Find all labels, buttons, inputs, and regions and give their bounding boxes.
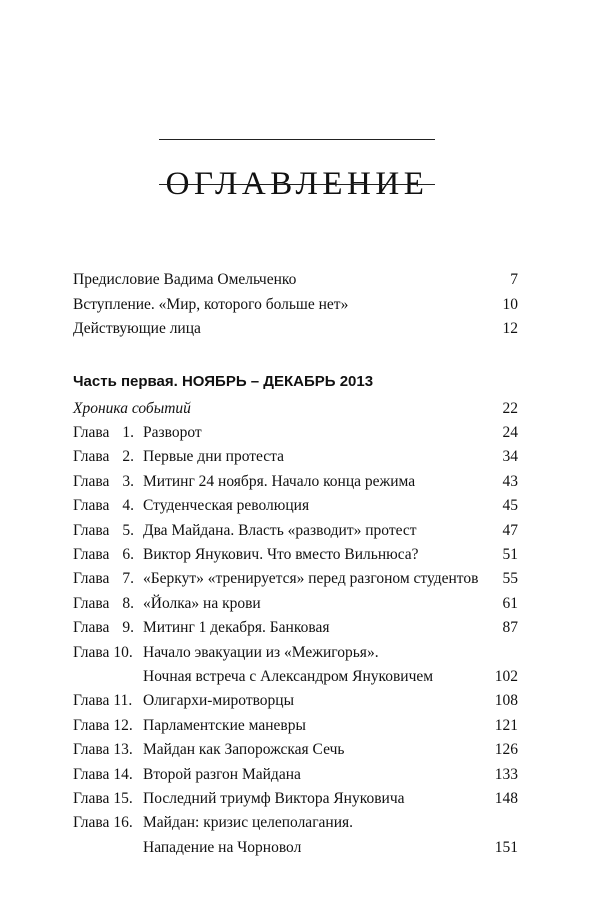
chapter-num: 7. xyxy=(122,570,135,588)
toc-entry-chapter-continuation xyxy=(143,836,518,860)
entry-page: 87 xyxy=(502,619,518,637)
entry-title: Виктор Янукович. Что вместо Вильнюса? xyxy=(143,546,419,563)
toc-entry-chapter xyxy=(73,616,518,640)
entry-title: Вступление. «Мир, которого больше нет» xyxy=(73,296,349,313)
chapter-word: Глава xyxy=(73,546,110,563)
chapter-number xyxy=(73,592,143,616)
entry-page: 121 xyxy=(494,716,518,734)
chapter-word: Глава xyxy=(73,692,110,710)
toc-entry-chapter xyxy=(73,519,518,543)
chapter-number xyxy=(73,567,143,591)
chapter-number xyxy=(73,543,143,567)
entry-page: 10 xyxy=(502,296,518,313)
entry-page: 102 xyxy=(494,668,518,685)
chapter-number xyxy=(73,738,143,762)
entry-page: 22 xyxy=(502,400,518,417)
toc-entry-chapter xyxy=(73,445,518,469)
chapter-number xyxy=(73,811,143,835)
toc-entry-characters xyxy=(73,317,518,341)
chapter-word: Глава xyxy=(73,716,110,734)
chapter-number xyxy=(73,714,143,738)
entry-page: 108 xyxy=(494,692,518,710)
chapter-num: 2. xyxy=(122,448,135,466)
chapter-num: 14. xyxy=(113,765,133,783)
chapter-word: Глава xyxy=(73,594,110,612)
chapter-num: 16. xyxy=(113,814,133,832)
chapter-num: 6. xyxy=(122,546,135,563)
entry-title: Последний триумф Виктора Януковича xyxy=(143,790,405,807)
chapter-num: 1. xyxy=(122,424,135,441)
chapter-word: Глава xyxy=(73,424,110,441)
entry-title: Парламентские маневры xyxy=(143,716,306,734)
page-title: ОГЛАВЛЕНИЕ xyxy=(165,166,429,203)
chapter-num: 9. xyxy=(122,619,135,637)
chapter-num: 4. xyxy=(122,497,135,515)
chapter-number xyxy=(73,787,143,811)
toc-entry-chapter xyxy=(73,763,518,787)
chapter-word: Глава xyxy=(73,765,110,783)
chapter-num: 5. xyxy=(122,521,135,539)
entry-page: 34 xyxy=(502,448,518,466)
entry-page: 151 xyxy=(494,838,518,856)
chapter-word: Глава xyxy=(73,619,110,637)
chapter-number xyxy=(73,616,143,640)
entry-title-continuation: Ночная встреча с Александром Януковичем xyxy=(143,668,434,685)
chapter-num: 10. xyxy=(113,643,133,661)
chapter-number xyxy=(73,470,143,494)
entry-title: Митинг 1 декабря. Банковая xyxy=(143,619,330,637)
toc-entry-chapter xyxy=(73,543,518,567)
entry-title: Второй разгон Майдана xyxy=(143,765,301,783)
chapter-word: Глава xyxy=(73,643,110,661)
entry-title: Митинг 24 ноября. Начало конца режима xyxy=(143,472,416,490)
chapter-num: 3. xyxy=(122,472,135,490)
chapter-word: Глава xyxy=(73,497,110,515)
entry-title: Предисловие Вадима Омельченко xyxy=(73,271,297,288)
chapter-word: Глава xyxy=(73,790,110,807)
chapter-num: 12. xyxy=(113,716,133,734)
entry-page: 148 xyxy=(494,790,518,807)
entry-title-continuation: Нападение на Чорновол xyxy=(143,838,302,856)
chapter-number xyxy=(73,445,143,469)
entry-page: 43 xyxy=(502,472,518,490)
chapter-num: 8. xyxy=(122,594,135,612)
chapter-number xyxy=(73,641,143,665)
entry-page: 24 xyxy=(502,424,518,441)
toc-entry-chapter xyxy=(73,738,518,762)
chapter-word: Глава xyxy=(73,741,110,759)
toc-entry-chapter xyxy=(73,470,518,494)
entry-page: 45 xyxy=(502,497,518,515)
title-rule-bottom xyxy=(159,184,435,185)
toc-entry-chapter xyxy=(73,689,518,713)
entry-title: Разворот xyxy=(143,424,202,441)
chapter-word: Глава xyxy=(73,448,110,466)
toc-entry-chapter xyxy=(73,787,518,811)
toc-entry-chapter xyxy=(73,592,518,616)
entry-page: 47 xyxy=(502,521,518,539)
toc-entry-chapter xyxy=(73,811,518,835)
entry-title: Начало эвакуации из «Межигорья». xyxy=(143,643,379,661)
entry-title: «Беркут» «тренируется» перед разгоном студентов xyxy=(143,570,479,588)
entry-title: Действующие лица xyxy=(73,320,201,337)
chapter-num: 15. xyxy=(113,790,133,807)
entry-title: Первые дни протеста xyxy=(143,448,285,466)
entry-title: Олигархи-миротворцы xyxy=(143,692,295,710)
entry-title: Майдан: кризис целеполагания. xyxy=(143,814,354,832)
entry-page: 12 xyxy=(502,320,518,337)
entry-page: 133 xyxy=(494,765,518,783)
chapter-num: 11. xyxy=(113,692,133,710)
chapter-number xyxy=(73,689,143,713)
entry-title: Два Майдана. Власть «разводит» протест xyxy=(143,521,417,539)
chapter-number xyxy=(73,494,143,518)
entry-page: 61 xyxy=(502,594,518,612)
toc-entry-chapter xyxy=(73,567,518,591)
entry-title: Майдан как Запорожская Сечь xyxy=(143,741,345,759)
entry-title: «Йолка» на крови xyxy=(143,594,261,612)
part-heading: Часть первая. НОЯБРЬ – ДЕКАБРЬ 2013 xyxy=(73,373,374,390)
toc-entry-chronicle xyxy=(73,397,518,421)
toc-entry-chapter-continuation xyxy=(143,665,518,689)
entry-title: Хроника событий xyxy=(73,400,191,417)
chapter-word: Глава xyxy=(73,814,110,832)
toc-entry-foreword xyxy=(73,268,518,292)
title-rule-top xyxy=(159,139,435,140)
entry-page: 51 xyxy=(502,546,518,563)
entry-page: 7 xyxy=(510,271,518,288)
chapter-num: 13. xyxy=(113,741,133,759)
chapter-number xyxy=(73,421,143,445)
toc-entry-chapter xyxy=(73,714,518,738)
chapter-word: Глава xyxy=(73,521,110,539)
chapter-word: Глава xyxy=(73,472,110,490)
chapter-number xyxy=(73,519,143,543)
entry-page: 55 xyxy=(502,570,518,588)
chapter-number xyxy=(73,763,143,787)
toc-entry-introduction xyxy=(73,293,518,317)
chapter-word: Глава xyxy=(73,570,110,588)
toc-entry-chapter xyxy=(73,421,518,445)
entry-page: 126 xyxy=(494,741,518,759)
toc-entry-chapter xyxy=(73,494,518,518)
toc-entry-chapter xyxy=(73,641,518,665)
entry-title: Студенческая революция xyxy=(143,497,310,515)
